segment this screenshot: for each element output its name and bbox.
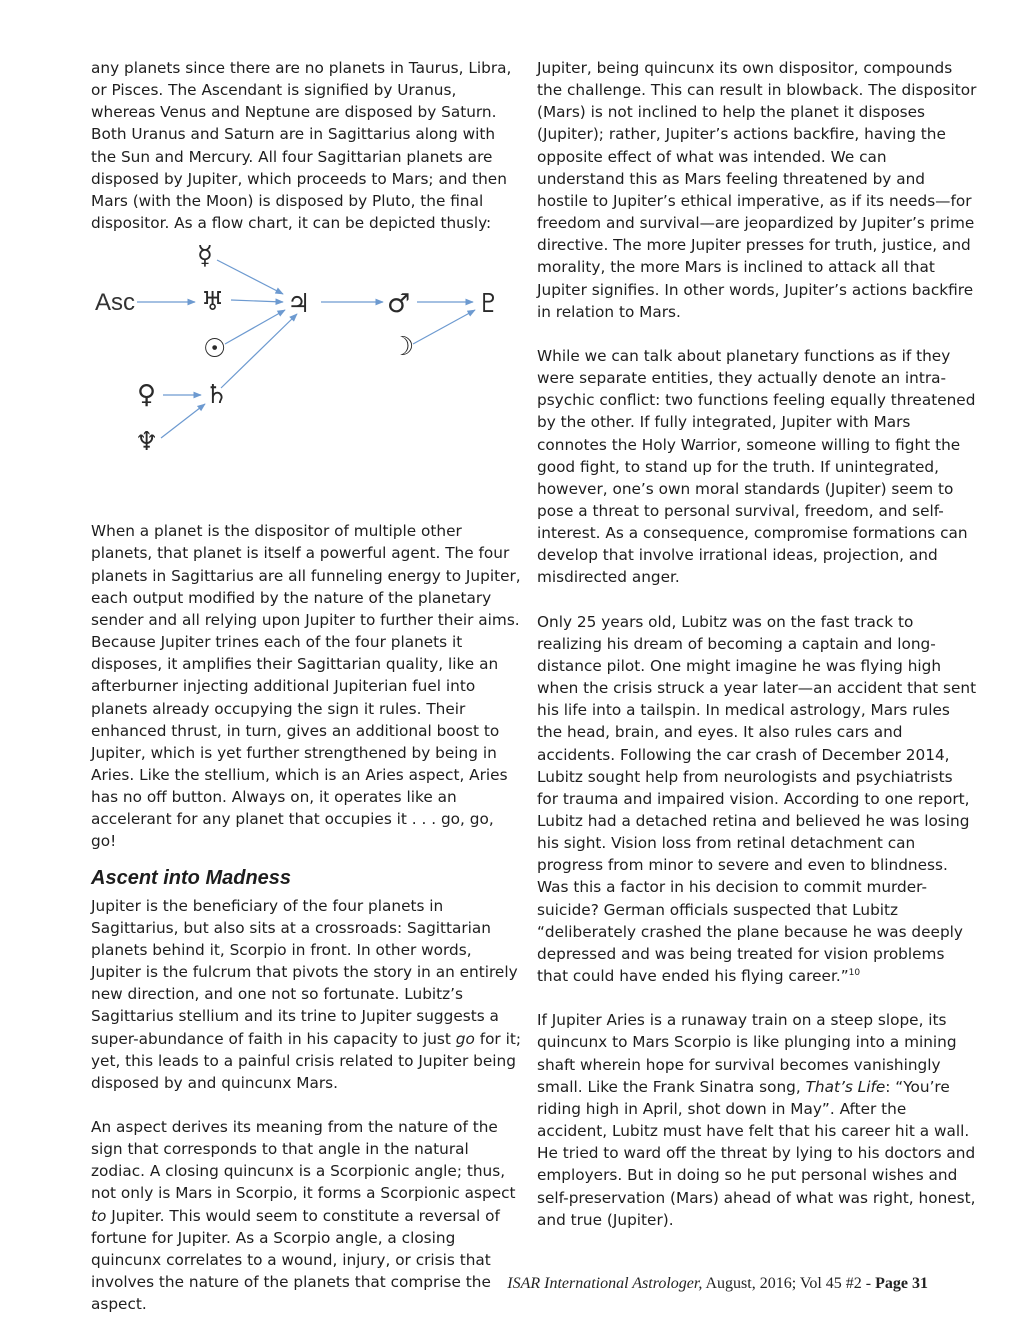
text-run: : “You’re riding high in April, shot down in May”. After the accident, Lubitz must have felt that his career hit a wall. He tried to ward off the threat by lying to his doctors and employers. But in doing so he put personal wishes and self-preservation (Mars) ahead of what was right, honest, and true (Jupiter). — [537, 1077, 976, 1229]
paragraph: While we can talk about planetary functions as if they were separate entities, they actually denote an intra-psychic conflict: two functions feeling equally threatened by the other. If fully integrated, Jupiter with Mars connotes the Holy Warrior, someone willing to fight the good fight, to stand up for the truth. If unintegrated, however, one’s own moral standards (Jupiter) seem to pose a threat to personal survival, freedom, and self-interest. As a consequence, compromise formations can develop that involve irrational ideas, projection, and misdirected anger. — [537, 346, 976, 587]
mercury-glyph-icon: ☿ — [197, 241, 213, 272]
paragraph: Jupiter, being quincunx its own dispositor, compounds the challenge. This can result in blowback. The dispositor (Mars) is not inclined to help the planet it disposes (Jupiter); rather, Jupiter’s actions backfire, having the opposite effect of what was intended. We can understand this as Mars feeling threatened by and hostile to Jupiter’s ethical imperative, as if its needs—for freedom and survival—are jeopardized by Jupiter’s prime directive. The more Jupiter presses for truth, justice, and morality, the more Mars is inclined to attack all that Jupiter signifies. In other words, Jupiter’s actions backfire in relation to Mars. — [537, 59, 977, 321]
arrow-sun-to-jupiter — [225, 310, 285, 344]
text-run: If Jupiter Aries is a runaway train on a steep slope, its quincunx to Mars Scorpio is like plunging into a mining shaft wherein hope for survival becomes vanishingly small. Like the Frank Sinatra song, — [537, 1011, 957, 1096]
text-run: Jupiter is the beneficiary of the four planets in Sagittarius, but also sits at a crossroads: Sagittarian planets behind it, Scorpio in front. In other words, Jupiter is the fulcrum that pivots the story in an entirely new direction, and one not so fortunate. Lubitz’s Sagittarius stellium and its trine to Jupiter suggests a super-abundance of faith in his capacity to just — [91, 896, 518, 1048]
left-column — [91, 57, 521, 1315]
uranus-glyph-icon: ♅ — [201, 287, 225, 318]
sun-glyph-icon: ☉ — [203, 334, 227, 365]
journal-title: ISAR International Astrologer, — [507, 1275, 703, 1292]
text-run: An aspect derives its meaning from the nature of the sign that corresponds to that angle in the natural zodiac. A closing quincunx is a Scorpionic angle; thus, not only is Mars in Scorpio, it forms a Scorpionic aspect — [91, 1118, 516, 1203]
venus-glyph-icon: ♀ — [137, 380, 157, 411]
issue-info: August, 2016; Vol 45 #2 - — [702, 1275, 876, 1292]
arrow-moon-to-pluto — [413, 310, 475, 344]
section-heading: Ascent into Madness — [91, 866, 292, 889]
jupiter-glyph-icon: ♃ — [287, 289, 311, 320]
footnote-marker[interactable]: 10 — [848, 968, 861, 978]
emphasis: go — [455, 1029, 475, 1048]
arrow-uranus-to-jupiter — [231, 300, 283, 302]
dispositor-flow-chart — [91, 240, 521, 508]
paragraph — [537, 611, 977, 988]
pluto-glyph-icon: ♇ — [477, 289, 501, 320]
paragraph — [91, 895, 521, 1094]
moon-glyph-icon: ☽ — [391, 332, 415, 363]
flow-chart-svg — [91, 240, 521, 508]
mars-glyph-icon: ♂ — [387, 289, 411, 320]
paragraph: any planets since there are no planets in Taurus, Libra, or Pisces. The Ascendant is signified by Uranus, whereas Venus and Neptune are disposed by Saturn. Both Uranus and Saturn are in Sagittarius along with the Sun and Mercury. All four Sagittarian planets are disposed by Jupiter, which proceeds to Mars; and then Mars (with the Moon) is disposed by Pluto, the final dispositor. As a flow chart, it can be depicted thusly: — [91, 59, 512, 233]
song-title: That’s Life — [805, 1077, 886, 1096]
text-run: Jupiter. This would seem to constitute a reversal of fortune for Jupiter. As a Scorpio angle, a closing quincunx correlates to a wound, injury, or crisis that involves the nature of the planets that comprise the aspect. — [91, 1206, 500, 1314]
paragraph — [91, 1116, 521, 1315]
paragraph: When a planet is the dispositor of multiple other planets, that planet is itself a powerful agent. The four planets in Sagittarius are all funneling energy to Jupiter, each output modified by the nature of the planetary sender and all relying upon Jupiter to further their aims. Because Jupiter trines each of the four planets it disposes, it amplifies their Sagittarian quality, like an afterburner injecting additional Jupiterian fuel into planets already occupying the sign it rules. Their enhanced thrust, in turn, gives an additional boost to Jupiter, which is yet further strengthened by being in Aries. Like the stellium, which is an Aries aspect, Aries has no off button. Always on, it operates like an accelerant for any planet that occupies it . . . go, go, go! — [91, 522, 521, 851]
page-footer — [507, 1275, 928, 1293]
ascendant-label: Asc — [95, 289, 136, 317]
saturn-glyph-icon: ♄ — [205, 380, 229, 411]
arrow-neptune-to-saturn — [161, 404, 205, 438]
paragraph — [537, 1009, 977, 1231]
text-run: for it; yet, this leads to a painful crisis related to Jupiter being disposed by and quincunx Mars. — [91, 1029, 521, 1092]
page-number: Page 31 — [875, 1275, 928, 1292]
right-column — [537, 57, 977, 1231]
emphasis: to — [91, 1206, 107, 1225]
arrow-mercury-to-jupiter — [217, 260, 283, 294]
text-run: Only 25 years old, Lubitz was on the fast track to realizing his dream of becoming a captain and long-distance pilot. One might imagine he was flying high when the crisis struck a year later—an accident that sent his life into a tailspin. In medical astrology, Mars rules the head, brain, and eyes. It also rules cars and accidents. Following the car crash of December 2014, Lubitz sought help from neurologists and psychiatrists for trauma and impaired vision. According to one report, Lubitz had a detached retina and believed he was losing his sight. Vision loss from retinal detachment can progress from minor to severe and even to blindness. Was this a factor in his decision to commit murder-suicide? German officials suspected that Lubitz “deliberately crashed the plane because he was deeply depressed and was being treated for vision problems that could have ended his flying career.” — [537, 612, 977, 986]
neptune-glyph-icon: ♆ — [135, 427, 159, 458]
